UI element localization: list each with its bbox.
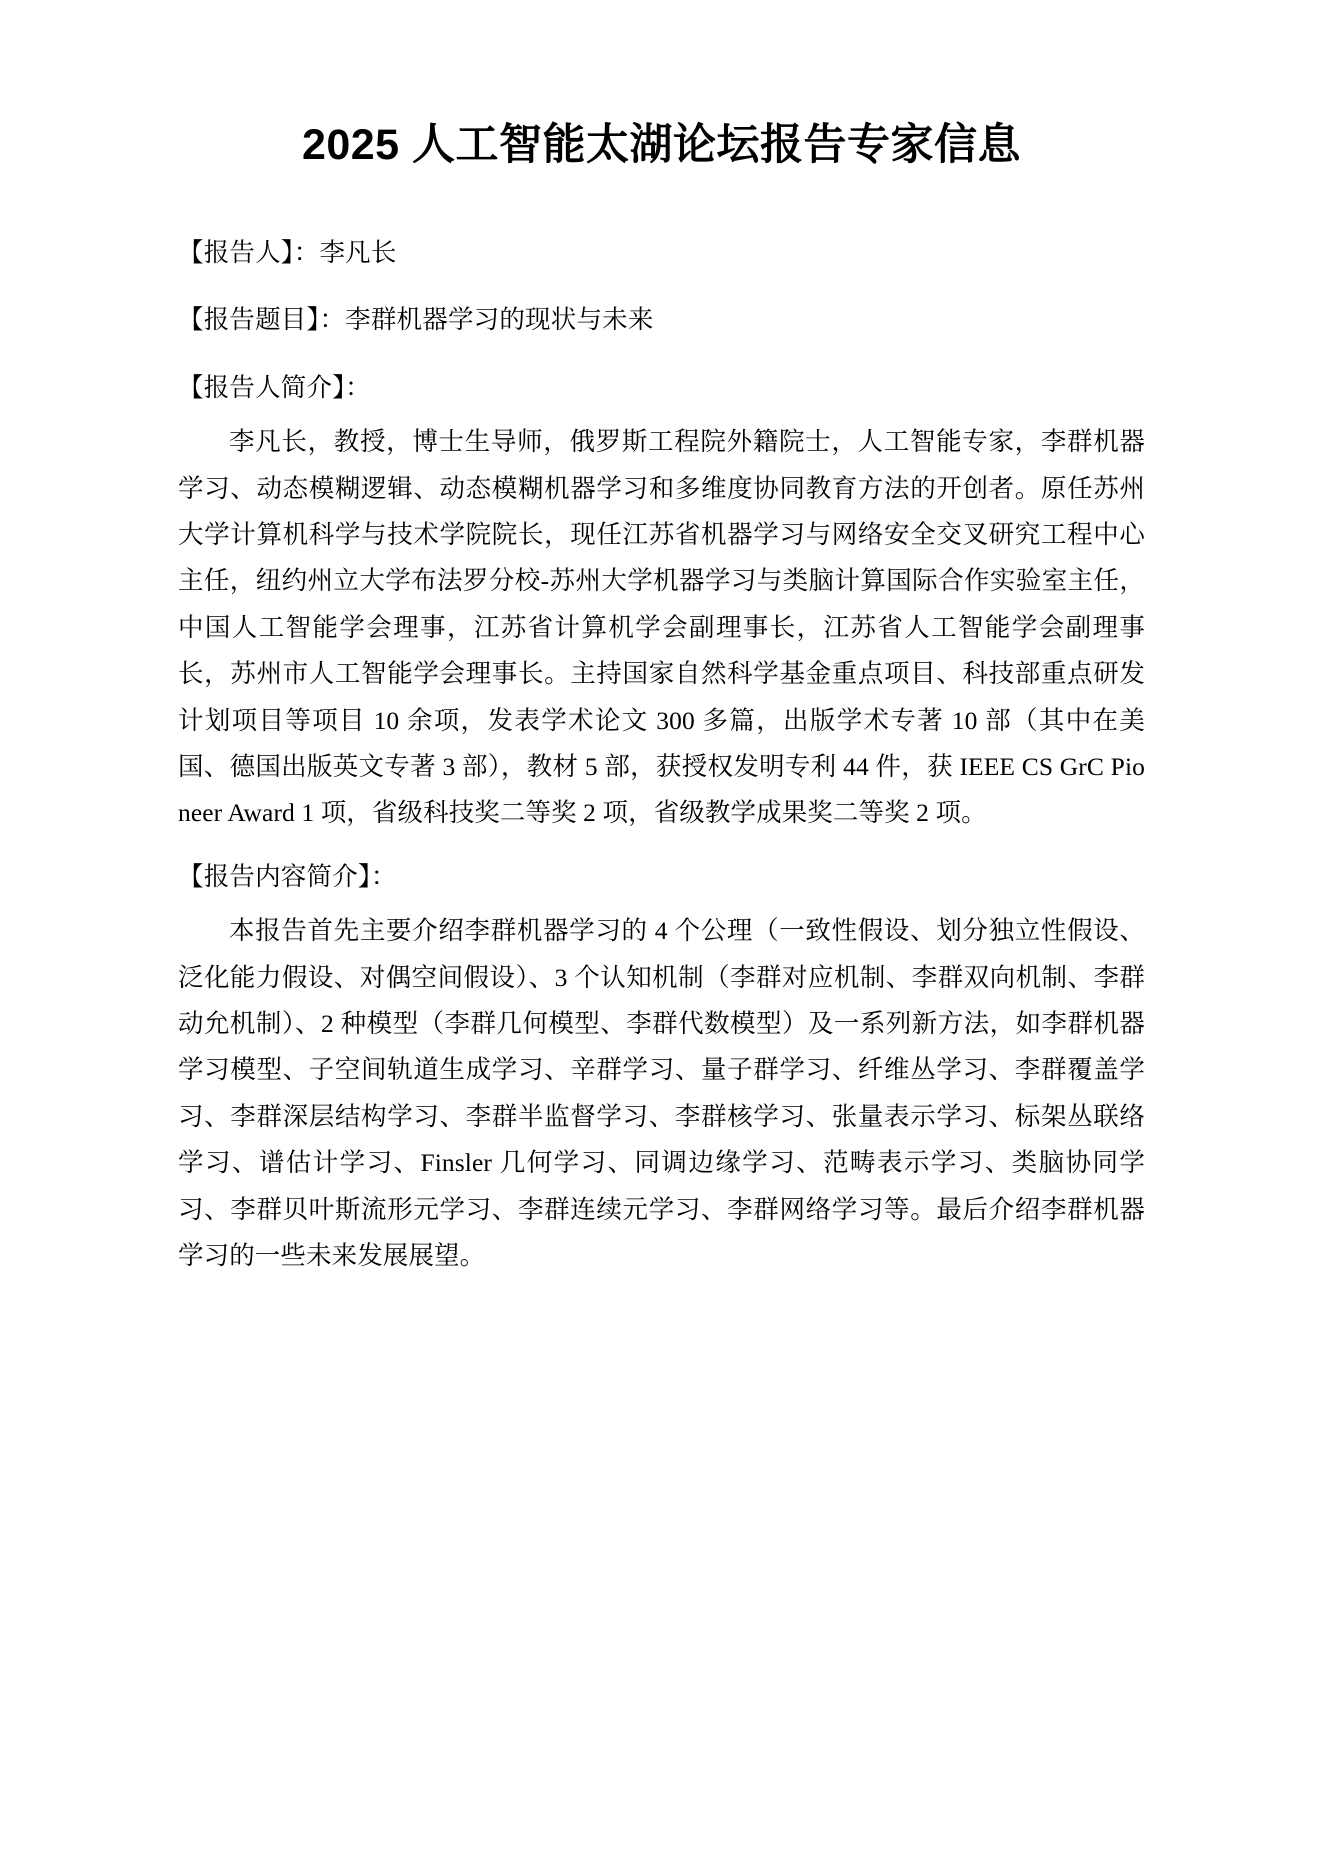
talk-title-line: 【报告题目】：李群机器学习的现状与未来 [178, 305, 654, 335]
speaker-name-line: 【报告人】：李凡长 [178, 237, 397, 267]
content-abstract-paragraph: 本报告首先主要介绍李群机器学习的 4 个公理（一致性假设、划分独立性假设、泛化能力假设、对偶空间假设）、3 个认知机制（李群对应机制、李群双向机制、李群动允机制）、2 种模型（李群几何模型、李群代数模型）及一系列新方法，如李群机器学习模型、子空间轨道生成学习、辛群学习、量子群学习、纤维丛学习、李群覆盖学习、李群深层结构学习、李群半监督学习、李群核学习、张量表示学习、标架丛联络学习、谱估计学习、Finsler 几何学习、同调边缘学习、范畴表示学习、类脑协同学习、李群贝叶斯流形元学习、李群连续元学习、李群网络学习等。最后介绍李群机器学习的一些未来发展展望。 [178, 916, 1145, 1271]
speaker-bio-heading: 【报告人简介】： [178, 372, 371, 402]
speaker-bio-paragraph: 李凡长，教授，博士生导师，俄罗斯工程院外籍院士，人工智能专家，李群机器学习、动态模糊逻辑、动态模糊机器学习和多维度协同教育方法的开创者。原任苏州大学计算机科学与技术学院院长，现任江苏省机器学习与网络安全交叉研究工程中心主任，纽约州立大学布法罗分校-苏州大学机器学习与类脑计算国际合作实验室主任，中国人工智能学会理事，江苏省计算机学会副理事长，江苏省人工智能学会副理事长，苏州市人工智能学会理事长。主持国家自然科学基金重点项目、科技部重点研发计划项目等项目 10 余项，发表学术论文 300 多篇，出版学术专著 10 部（其中在美国、德国出版英文专著 3 部），教材 5 部，获授权发明专利 44 件，获 IEEE CS GrC Pioneer Award 1 项，省级科技奖二等奖 2 项，省级教学成果奖二等奖 2 项。 [178, 427, 1145, 828]
page-title: 2025 人工智能太湖论坛报告专家信息 [301, 121, 1022, 169]
content-abstract-heading: 【报告内容简介】： [178, 861, 397, 891]
